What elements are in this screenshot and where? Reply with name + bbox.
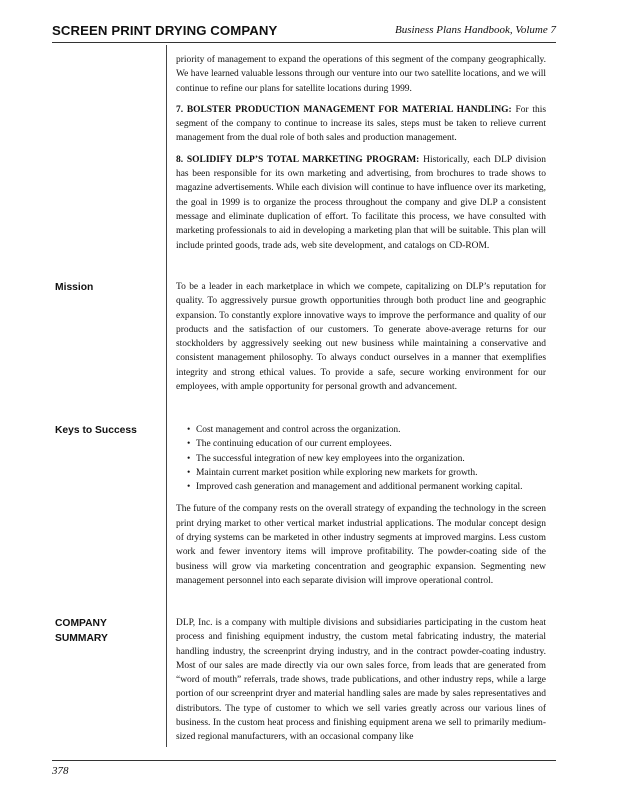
list-item: • Cost management and control across the organization. [176,423,546,437]
intro-paragraph: priority of management to expand the operations of this segment of the company geographically. We have learned valuable lessons through our venture into our two satellite locations, and we will continue to refine our plans for satellite locations during 1999. [176,55,546,94]
summary-label [55,616,108,646]
keys-label [55,423,137,438]
mission-section [176,280,546,394]
list-item: • Maintain current market position while exploring new markets for growth. [176,466,546,480]
summary-paragraph: DLP, Inc. is a company with multiple divisions and subsidiaries participating in the custom heat process and finishing equipment industry, the custom metal fabricating industry, the material handling industry, the screenprint drying industry, and in the contract powder-coating industry. Most of our sales are made directly via our own sales force, from leads that are generated from “word of mouth” referrals, trade shows, trade publications, and other industry reps, while a large portion of our screenprint dryer and material handling sales are made by sales representatives and distributors. The type of customer to which we sell varies greatly across our various lines of business. In the custom heat process and finishing equipment arena we sell to primarily medium-sized regional manufacturers, with an occasional company like [176,618,546,743]
list-item: • Improved cash generation and management and additional permanent working capital. [176,480,546,494]
book-title: Business Plans Handbook, Volume 7 [394,24,556,36]
bullet-icon: • [187,467,191,478]
summary-heading-line1: COMPANY [55,618,107,629]
mission-label [55,280,93,295]
point-8-text: Historically, each DLP division has been responsible for its own marketing and advertising, from brochures to trade shows to magazine advertisements. While each division will continue to have influence over its marketing, the goal in 1999 is to organize the process throughout the company and give DLP a consistent message and eliminate duplication of effort. To facilitate this process, we have consulted with marketing professionals to aid in developing a marketing plan that will be suitable. This plan will include printed goods, trade ads, web site development, and catalogs on CD-ROM. [176,154,546,251]
point-7-text: For this segment of the company to continue to increase its sales, steps must be taken to relieve current management from the dual role of both sales and production management. [176,104,546,144]
footer-rule [52,760,556,761]
running-header [52,22,556,42]
point-7-paragraph [176,103,546,146]
summary-heading-line2: SUMMARY [55,633,108,644]
list-item: • The continuing education of our current employees. [176,437,546,451]
point-8-paragraph [176,153,546,253]
column-divider [166,45,167,747]
point-8-heading: 8. SOLIDIFY DLP’S TOTAL MARKETING PROGRAM: [176,154,420,165]
header-rule [52,42,556,43]
keys-section [176,423,546,588]
mission-paragraph: To be a leader in each marketplace in which we compete, capitalizing on DLP’s reputation for quality. To aggressively pursue growth opportunities through both product line and geographic expansion. To constantly explore innovative ways to improve the performance and quality of our products and the satisfaction of our customers. To generate above-average returns for our stockholders by aggressively seeking out new business while maintaining a conservative and consistent management philosophy. To always conduct ourselves in a manner that exemplifies integrity and strong ethical values. To provide a safe, secure working environment for our employees, with ample opportunity for personal growth and advancement. [176,282,546,393]
keys-bullet-list [176,423,546,494]
intro-section [176,53,546,253]
bullet-icon: • [187,453,191,464]
bullet-icon: • [187,439,191,450]
summary-section [176,616,546,745]
point-7-heading: 7. BOLSTER PRODUCTION MANAGEMENT FOR MATERIAL HANDLING: [176,104,512,115]
bullet-icon: • [187,425,191,435]
list-item: • The successful integration of new key employees into the organization. [176,452,546,466]
bullet-icon: • [187,482,191,493]
mission-heading: Mission [55,282,94,293]
running-title: SCREEN PRINT DRYING COMPANY [52,23,278,38]
page-number: 378 [52,765,69,777]
keys-heading: Keys to Success [55,425,137,436]
keys-paragraph: The future of the company rests on the overall strategy of expanding the technology in the screen print drying market to other vertical market industrial applications. The modular concept design of drying systems can be marketed in other industry segments at improved margins. Less custom work and fewer inventory items will improve profitability. The powder-coating side of the business will grow via marketing concentration and geographic expansion. Segmenting new management personnel into each separate division will improve operational control. [176,504,546,586]
